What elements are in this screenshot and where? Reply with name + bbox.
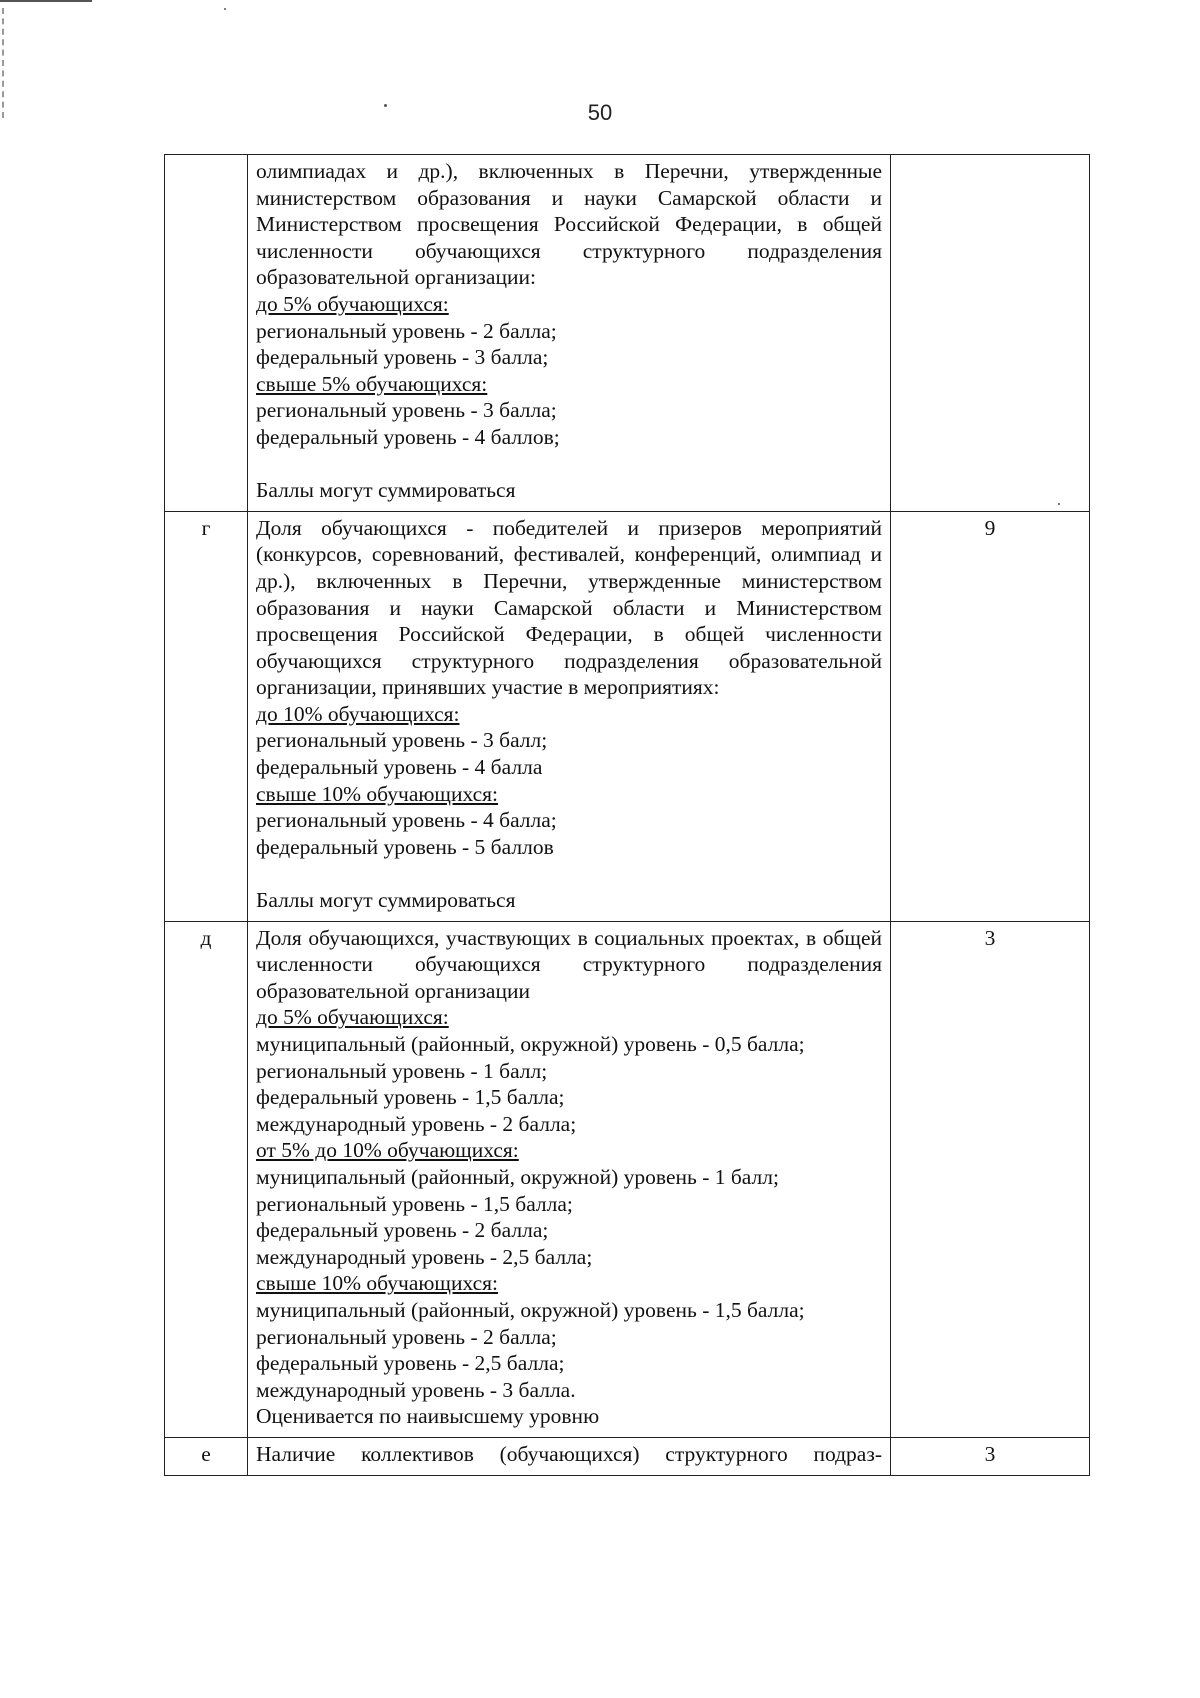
criteria-table — [164, 154, 1090, 1476]
threshold-label: свыше 10% обучающихся: — [256, 1271, 499, 1296]
table-row — [165, 155, 1090, 512]
scan-speck — [224, 8, 226, 10]
score-line: федеральный уровень - 3 балла; — [256, 345, 549, 370]
score-line: муниципальный (районный, окружной) уровень - 1,5 балла; — [256, 1297, 805, 1322]
score-line: международный уровень - 3 балла. — [256, 1377, 576, 1402]
scan-edge-line — [0, 0, 92, 2]
row-points: 3 — [891, 1437, 1090, 1475]
score-line: федеральный уровень - 4 баллов; — [256, 424, 560, 449]
row-intro: Доля обучающихся - победителей и призеров мероприятий (конкурсов, соревнований, фестивалей, конференций, олимпиад и др.), включенных в Перечни, утвержденные министерством образования и науки Самарской области и Министерством просвещения Российской Федерации, в общей численности обучающихся структурного подразделения образовательной организации, принявших участие в мероприятиях: — [256, 515, 882, 700]
row-letter: е — [165, 1437, 248, 1475]
score-line: федеральный уровень - 2,5 балла; — [256, 1351, 565, 1376]
score-line: региональный уровень - 2 балла; — [256, 318, 557, 343]
row-intro: Наличие коллективов (обучающихся) структурного подраз- — [256, 1441, 882, 1466]
score-line: федеральный уровень - 2 балла; — [256, 1218, 549, 1243]
threshold-label: свыше 5% обучающихся: — [256, 371, 488, 396]
score-line: региональный уровень - 3 балл; — [256, 728, 548, 753]
table-row — [165, 921, 1090, 1437]
blank-line — [256, 451, 882, 478]
row-intro: олимпиадах и др.), включенных в Перечни, утвержденные министерством образования и науки Самарской области и Министерством просвещения Российской Федерации, в общей численности обучающихся структурного подразделения образовательной организации: — [256, 159, 882, 290]
threshold-label: до 5% обучающихся: — [256, 1005, 449, 1030]
row-letter — [165, 155, 248, 512]
row-description — [248, 155, 891, 512]
score-line: региональный уровень - 4 балла; — [256, 808, 557, 833]
score-line: региональный уровень - 2 балла; — [256, 1324, 557, 1349]
score-line: международный уровень - 2,5 балла; — [256, 1244, 593, 1269]
score-line: региональный уровень - 3 балла; — [256, 398, 557, 423]
score-line: федеральный уровень - 5 баллов — [256, 834, 554, 859]
score-line: федеральный уровень - 4 балла — [256, 755, 543, 780]
score-line: региональный уровень - 1 балл; — [256, 1058, 548, 1083]
row-points: 9 — [891, 511, 1090, 921]
score-line: международный уровень - 2 балла; — [256, 1111, 577, 1136]
row-description — [248, 1437, 891, 1475]
threshold-label: от 5% до 10% обучающихся: — [256, 1138, 519, 1163]
page-number: 50 — [587, 100, 613, 125]
threshold-label: до 5% обучающихся: — [256, 291, 449, 316]
row-description — [248, 511, 891, 921]
row-points — [891, 155, 1090, 512]
row-letter: д — [165, 921, 248, 1437]
score-line: муниципальный (районный, окружной) уровень - 0,5 балла; — [256, 1032, 805, 1056]
note-line: Баллы могут суммироваться — [256, 888, 516, 913]
score-line: федеральный уровень - 1,5 балла; — [256, 1085, 565, 1110]
row-description — [248, 921, 891, 1437]
row-points: 3 — [891, 921, 1090, 1437]
row-intro: Доля обучающихся, участвующих в социальных проектах, в общей численности обучающихся структурного подразделения образовательной организации — [256, 925, 882, 1003]
score-line: региональный уровень - 1,5 балла; — [256, 1191, 573, 1216]
threshold-label: до 10% обучающихся: — [256, 701, 460, 726]
blank-line — [256, 860, 882, 887]
note-line: Баллы могут суммироваться — [256, 478, 516, 503]
threshold-label: свыше 10% обучающихся: — [256, 781, 499, 806]
note-line: Оценивается по наивысшему уровню — [256, 1404, 600, 1429]
score-line: муниципальный (районный, окружной) уровень - 1 балл; — [256, 1164, 779, 1189]
table-row — [165, 1437, 1090, 1475]
row-letter: г — [165, 511, 248, 921]
table-row — [165, 511, 1090, 921]
